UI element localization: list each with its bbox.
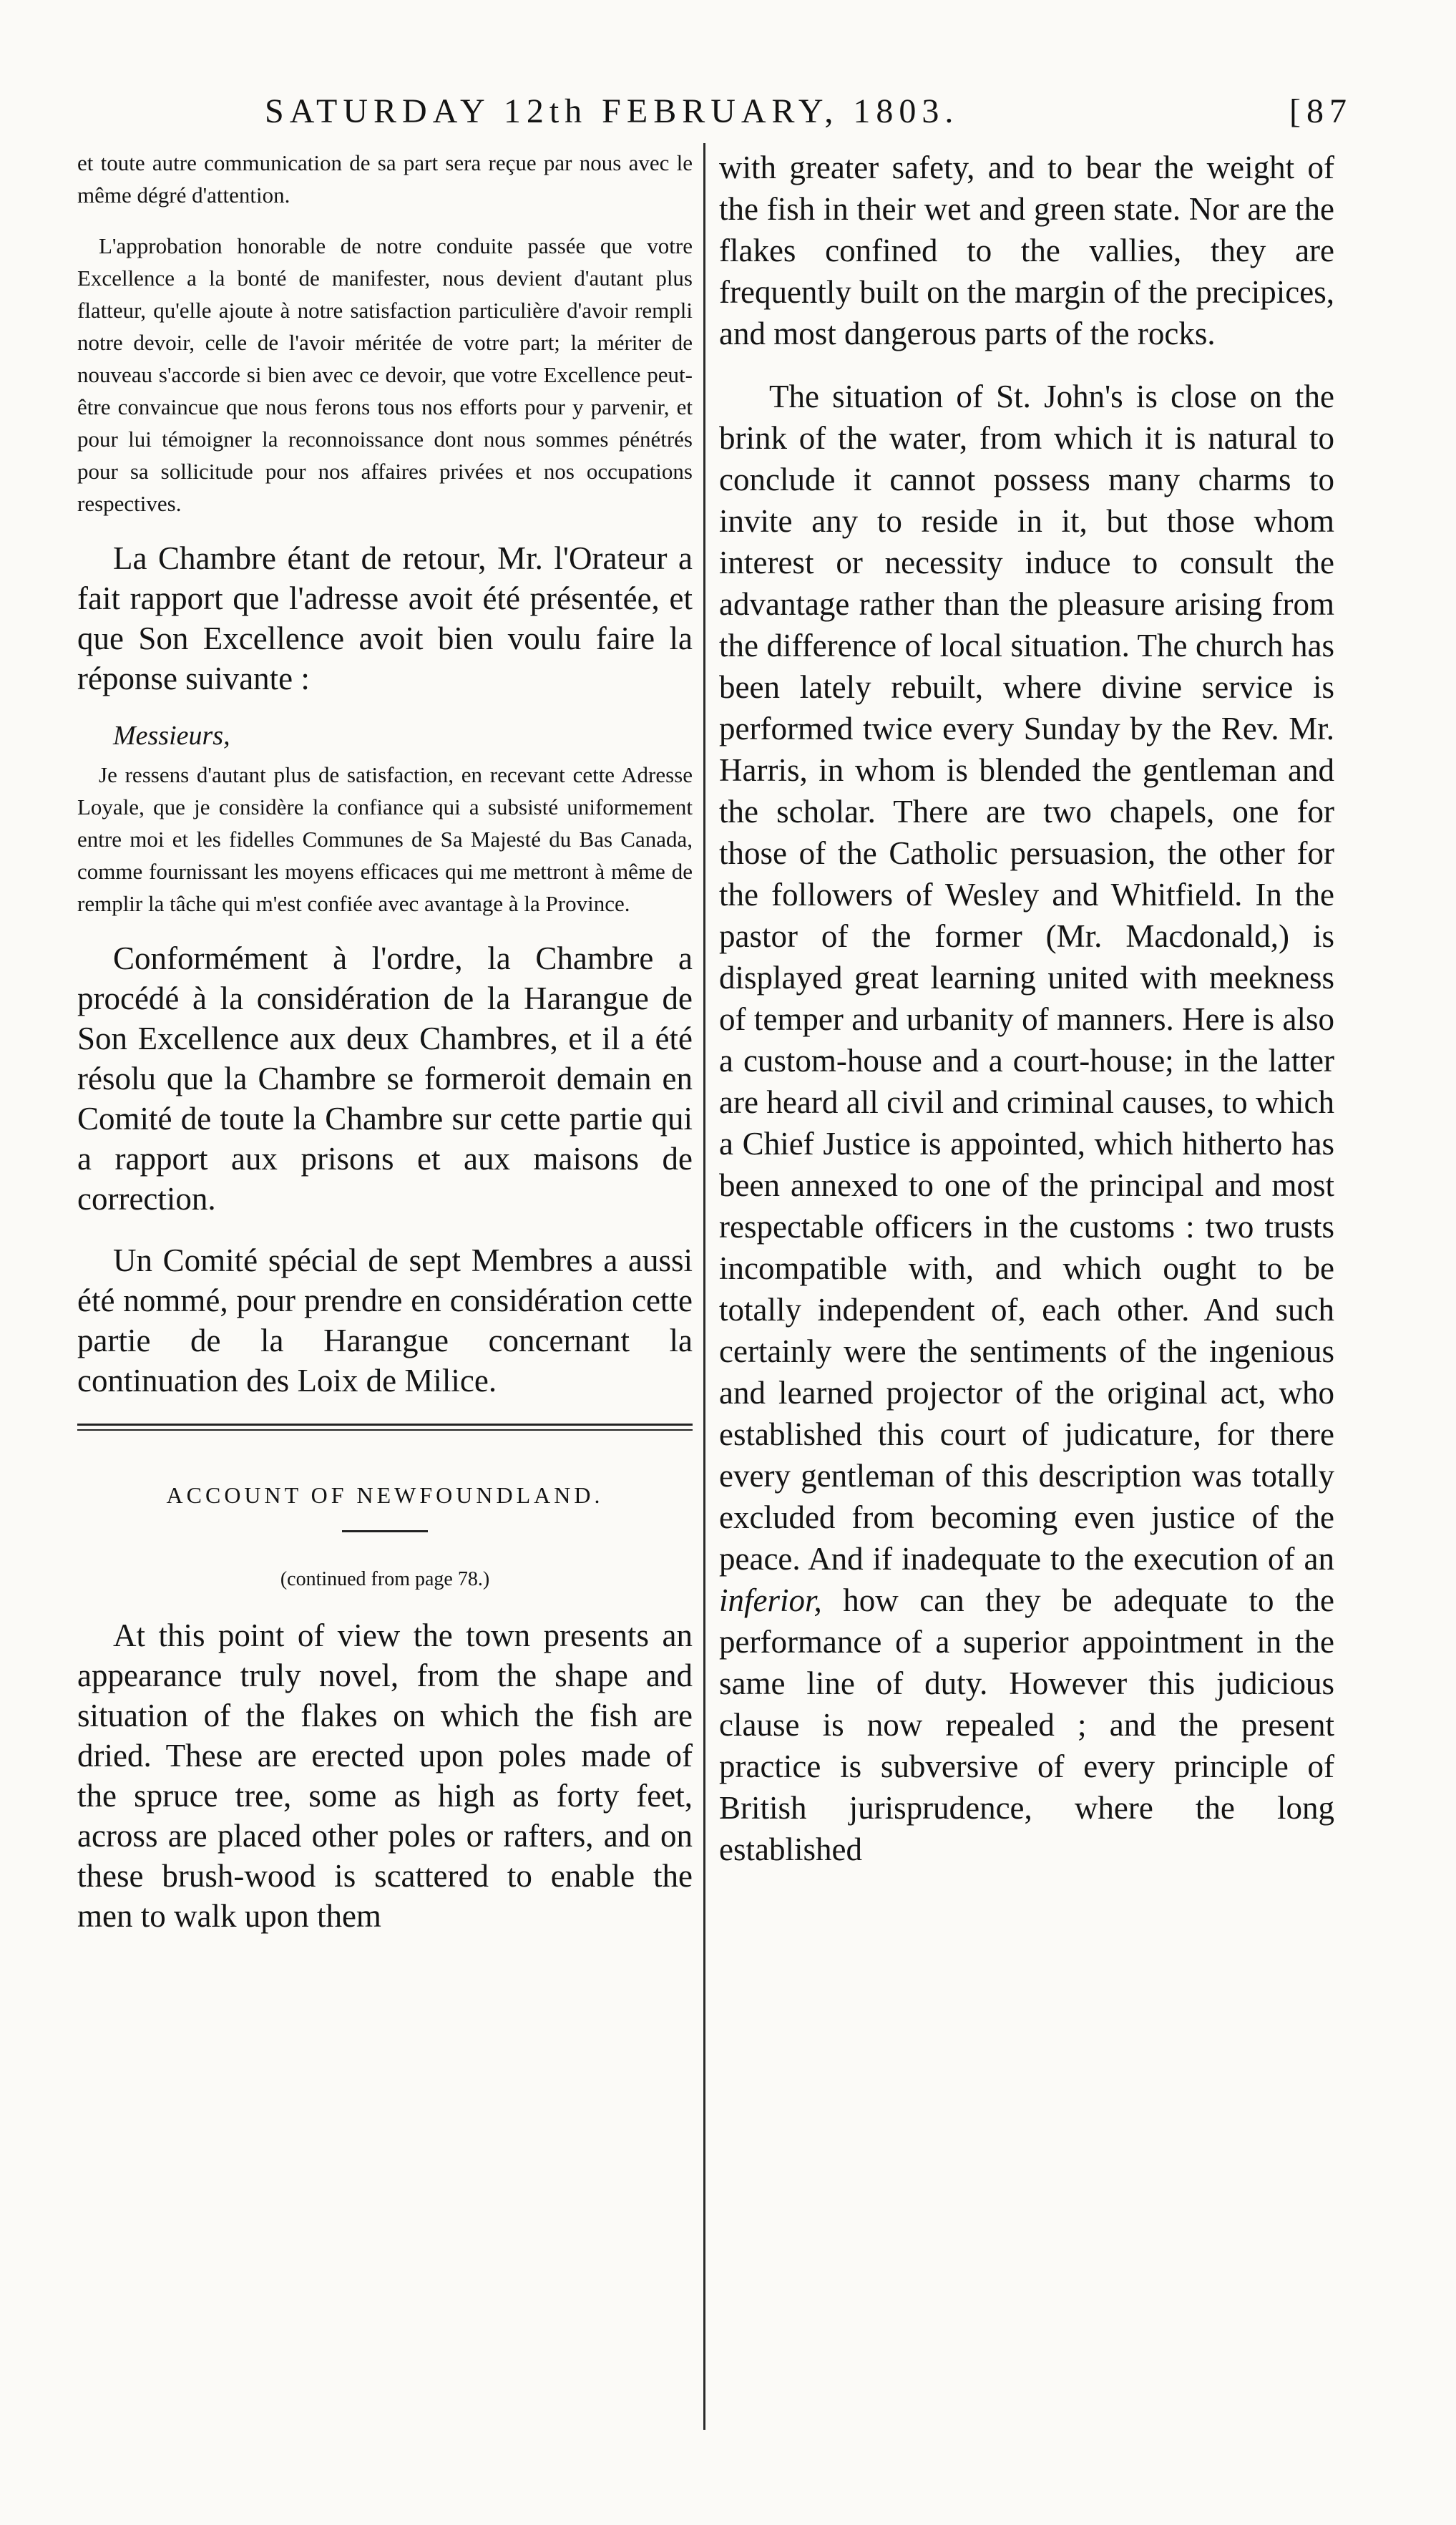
salutation: Messieurs, bbox=[113, 721, 230, 751]
section-title: ACCOUNT OF NEWFOUNDLAND. bbox=[166, 1482, 604, 1508]
governor-reply-para: Je ressens d'autant plus de satisfaction, en recevant cette Adresse Loyale, que je considère la confiance qui a subsisté uniformement entre moi et les fidelles Communes de Sa Majesté du Bas Canada, comme fournissant les moyens efficaces qui me mettront à même de remplir la tâche qui m'est confiée avec avantage à la Province. bbox=[77, 762, 693, 916]
french-address-para-2: L'approbation honorable de notre conduite passée que votre Excellence a la bonté de manifester, nous devient d'autant plus flatteur, qu'elle ajoute à notre satisfaction particulière d'avoir rempli notre devoir, celle de l'avoir méritée de votre part; la mériter de nouveau s'accorde si bien avec ce devoir, que votre Excellence peut-être convaincue que nous ferons tous nos efforts pour y parvenir, et pour lui témoigner la reconnoissance dont nous sommes pénétrés pour sa sollicitude pour nos affaires privées et nos occupations respectives. bbox=[77, 233, 693, 516]
right-column bbox=[719, 147, 1334, 1892]
conformement-para: Conformément à l'ordre, la Chambre a procédé à la considération de la Harangue de Son Excellence aux deux Chambres, et il a été résolu que la Chambre se formeroit demain en Comité de toute la Chambre sur cette partie qui a rapport aux prisons et aux maisons de correction. bbox=[77, 940, 693, 1217]
french-address-para-1: et toute autre communication de sa part sera reçue par nous avec le même dégré d'attention. bbox=[77, 150, 693, 208]
inferior-emphasis: inferior, bbox=[719, 1582, 822, 1618]
title-rule bbox=[342, 1530, 428, 1532]
account-continuation-para: with greater safety, and to bear the weight of the fish in their wet and green state. Nor are the flakes confined to the vallies, they are frequently built on the margin of the precipices, and most dangerous parts of the rocks. bbox=[719, 150, 1334, 351]
section-divider bbox=[77, 1424, 693, 1431]
comite-para: Un Comité spécial de sept Membres a aussi été nommé, pour prendre en considération cette partie de la Harangue concernant la continuation des Loix de Milice. bbox=[77, 1242, 693, 1398]
column-divider bbox=[703, 143, 705, 2430]
running-header bbox=[265, 92, 1352, 149]
left-column bbox=[77, 147, 693, 1957]
stjohns-para bbox=[719, 376, 1334, 1870]
stjohns-text-b: how can they be adequate to the performance of a superior appointment in the same line of duty. However this judicious clause is now repealed ; and the present practice is subversive of every principle of British jurisprudence, where the long established bbox=[719, 1582, 1334, 1867]
page-number: [87 bbox=[1289, 92, 1352, 130]
continued-note: (continued from page 78.) bbox=[280, 1568, 490, 1590]
stjohns-text-a: The situation of St. John's is close on the brink of the water, from which it is natural to conclude it cannot possess many charms to invite any to reside in it, but those whom interest or necessity induce to consult the advantage rather than the pleasure arising from the difference of local situation. The church has been lately rebuilt, where divine service is performed twice every Sunday by the Rev. Mr. Harris, in whom is blended the gentleman and the scholar. There are two chapels, one for those of the Catholic persuasion, the other for the followers of Wesley and Whitfield. In the pastor of the former (Mr. Macdonald,) is displayed great learning united with meekness of temper and urbanity of manners. Here is also a custom-house and a court-house; in the latter are heard all civil and criminal causes, to which a Chief Justice is appointed, which hitherto has been annexed to one of the principal and most respectable officers in the customs : two trusts incompatible with, and which ought to be totally independent of, each other. And such certainly were the sentiments of the ingenious and learned projector of the original act, who established this court of judicature, for there every gentleman of this description was totally excluded from becoming even justice of the peace. And if inadequate to the execution of an bbox=[719, 379, 1334, 1577]
chambre-report-para: La Chambre étant de retour, Mr. l'Orateur a fait rapport que l'adresse avoit été présentée, et que Son Excellence avoit bien voulu faire la réponse suivante : bbox=[77, 540, 693, 696]
header-title: SATURDAY 12th FEBRUARY, 1803. bbox=[265, 92, 959, 130]
account-para-1: At this point of view the town presents an appearance truly novel, from the shape and situation of the flakes on which the fish are dried. These are erected upon poles made of the spruce tree, some as high as forty feet, across are placed other poles or rafters, and on these brush-wood is scattered to enable the men to walk upon them bbox=[77, 1617, 693, 1934]
